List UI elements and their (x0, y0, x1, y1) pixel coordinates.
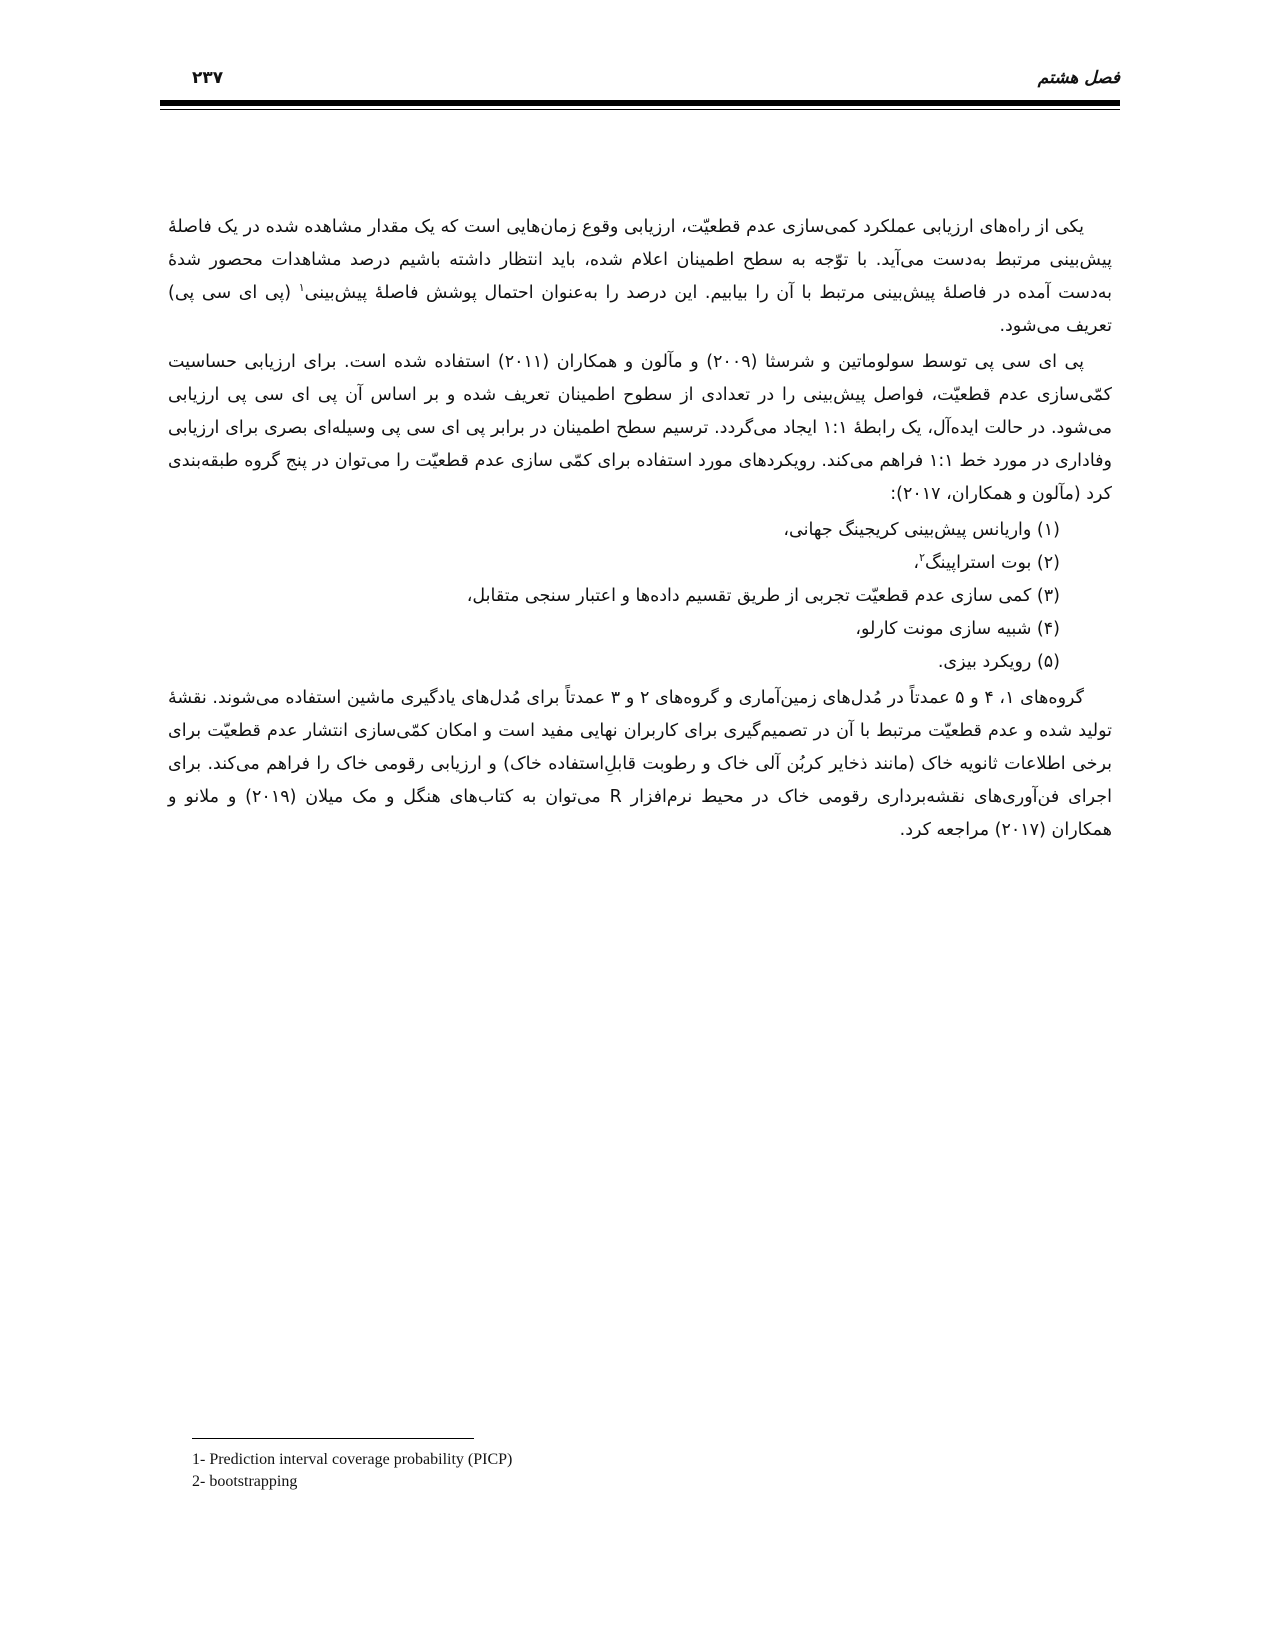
header-rule-thick (160, 100, 1120, 106)
paragraph-1-tail: (پی ای سی پی) تعریف می‌شود. (168, 283, 1112, 336)
list-item (168, 580, 1060, 613)
chapter-title: فصل هشتم (1037, 68, 1120, 88)
footnote-rule (192, 1438, 474, 1439)
footnotes (192, 1449, 892, 1493)
approaches-list (168, 514, 1112, 679)
list-item-text: (۳) کمی سازی عدم قطعیّت تجربی از طریق تقسیم داده‌ها و اعتبار سنجی متقابل، (466, 586, 1060, 606)
list-item (168, 514, 1060, 547)
list-item (168, 613, 1060, 646)
list-item-text: (۲) بوت استراپینگ (925, 553, 1060, 573)
footnote-ref-2: ۲ (919, 551, 925, 565)
header-rule-thin (160, 109, 1120, 110)
footnote-ref-1: ۱ (298, 281, 305, 295)
footnote-2: 2- bootstrapping (192, 1473, 298, 1490)
paragraph-1 (168, 211, 1112, 343)
paragraph-1-text: یکی از راه‌های ارزیابی عملکرد کمی‌سازی عدم قطعیّت، ارزیابی وقوع زمان‌هایی است که یک مقدار مشاهده شده در یک فاصلۀ پیش‌بینی مرتبط به‌دست می‌آید. با توّجه به سطح اطمینان اعلام شده، باید انتظار داشته باشیم درصد مشاهدات محصور شدۀ به‌دست آمده در فاصلۀ پیش‌بینی مرتبط با آن را بیابیم. این درصد را به‌عنوان احتمال پوشش فاصلۀ پیش‌بینی (168, 217, 1112, 303)
page-header (160, 68, 1120, 90)
list-item-text: (۵) رویکرد بیزی. (937, 652, 1060, 672)
list-item-punct: ، (913, 553, 920, 573)
list-item (168, 646, 1060, 679)
list-item-text: (۱) واریانس پیش‌بینی کریجینگ جهانی، (783, 520, 1060, 540)
paragraph-3: گروه‌های ۱، ۴ و ۵ عمدتاً در مُدل‌های زمین‌آماری و گروه‌های ۲ و ۳ عمدتاً برای مُدل‌های یادگیری ماشین استفاده می‌شوند. نقشۀ تولید شده و عدم قطعیّت مرتبط با آن در تصمیم‌گیری برای کاربران نهایی مفید است و امکان کمّی‌سازی انتشار عدم قطعیّت برای برخی اطلاعات ثانویه خاک (مانند ذخایر کربُن آلی خاک و رطوبت قابلِ‌استفاده خاک) و ارزیابی رقومی خاک را فراهم می‌کند. برای اجرای فن‌آوری‌های نقشه‌برداری رقومی خاک در محیط نرم‌افزار R می‌توان به کتاب‌های هنگل و مک میلان (۲۰۱۹) و ملانو و همکاران (۲۰۱۷) مراجعه کرد. (168, 688, 1112, 840)
footnote-1: 1- Prediction interval coverage probability (PICP) (192, 1451, 513, 1468)
list-item-text: (۴) شبیه سازی مونت کارلو، (855, 619, 1060, 639)
page-number: ۲۳۷ (192, 68, 224, 88)
list-item (168, 547, 1060, 580)
paragraph-2: پی ای سی پی توسط سولوماتین و شرسثا (۲۰۰۹) و مآلون و همکاران (۲۰۱۱) استفاده شده است. برای ارزیابی حساسیت کمّی‌سازی عدم قطعیّت، فواصل پیش‌بینی را در تعدادی از سطوح اطمینان تعریف شده و بر اساس آن پی ای سی پی ارزیابی می‌شود. در حالت ایده‌آل، یک رابطۀ ۱:۱ ایجاد می‌گردد. ترسیم سطح اطمینان در برابر پی ای سی پی وسیله‌ای بصری برای ارزیابی وفاداری در مورد خط ۱:۱ فراهم می‌کند. رویکردهای مورد استفاده برای کمّی سازی عدم قطعیّت را می‌توان در پنج گروه طبقه‌بندی کرد (مآلون و همکاران، ۲۰۱۷): (168, 352, 1112, 504)
main-text (168, 211, 1112, 850)
